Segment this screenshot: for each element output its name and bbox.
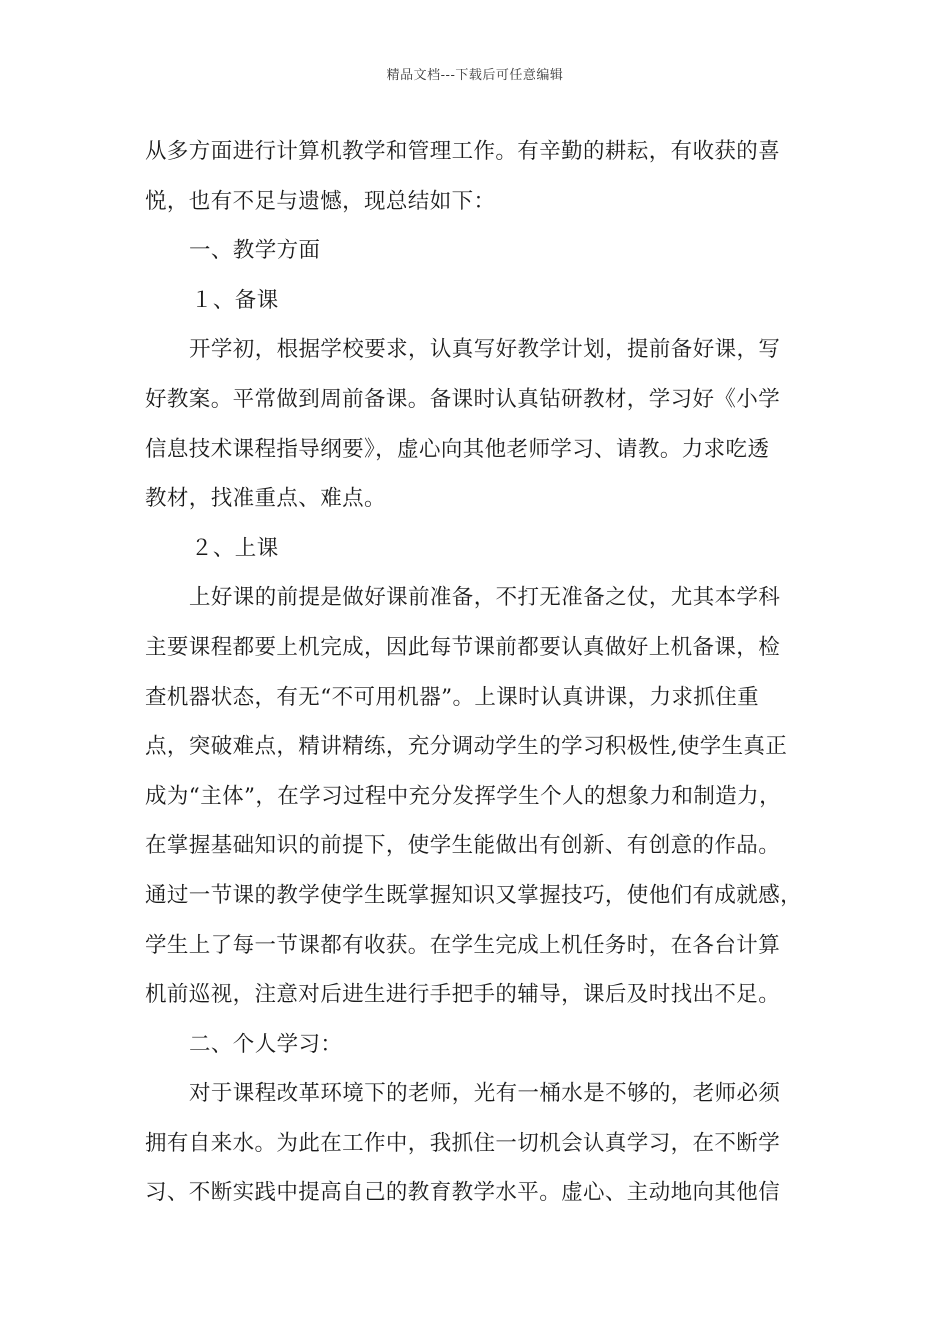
text-line: ２、上课 [191,535,279,561]
text-line: 学生上了每一节课都有收获。在学生完成上机任务时，在各台计算 [145,932,781,958]
text-line: 习、不断实践中提高自己的教育教学水平。虚心、主动地向其他信 [145,1180,781,1206]
text-line: 一、教学方面 [189,238,321,264]
text-line: 悦，也有不足与遗憾，现总结如下： [145,188,496,214]
text-line: 通过一节课的教学使学生既掌握知识又掌握技巧，使他们有成就感， [145,882,803,908]
page-header: 精品文档---下载后可任意编辑 [386,68,564,83]
text-line: 对于课程改革环境下的老师，光有一桶水是不够的，老师必须 [189,1081,781,1107]
text-line: 查机器状态，有无“不可用机器”。上课时认真讲课，力求抓住重 [145,684,760,710]
document-body [145,127,810,1218]
text-line: 开学初，根据学校要求，认真写好教学计划，提前备好课，写 [189,337,781,363]
text-line: １、备课 [191,287,279,313]
text-line: 主要课程都要上机完成，因此每节课前都要认真做好上机备课，检 [145,634,781,660]
text-line: 从多方面进行计算机教学和管理工作。有辛勤的耕耘，有收获的喜 [145,139,781,164]
text-line: 上好课的前提是做好课前准备，不打无准备之仗，尤其本学科 [189,585,781,611]
text-line: 机前巡视，注意对后进生进行手把手的辅导，课后及时找出不足。 [145,982,781,1008]
text-line: 教材，找准重点、难点。 [145,486,386,512]
text-line: 点，突破难点，精讲精练，充分调动学生的学习积极性,使学生真正 [145,734,788,760]
text-line: 二、个人学习： [189,1031,343,1057]
text-line: 在掌握基础知识的前提下，使学生能做出有创新、有创意的作品。 [145,833,781,859]
text-line: 拥有自来水。为此在工作中，我抓住一切机会认真学习，在不断学 [145,1130,781,1156]
text-line: 好教案。平常做到周前备课。备课时认真钻研教材，学习好《小学 [145,386,781,412]
text-line: 成为“主体”，在学习过程中充分发挥学生个人的想象力和制造力， [145,783,781,809]
text-line: 信息技术课程指导纲要》，虚心向其他老师学习、请教。力求吃透 [145,436,770,462]
